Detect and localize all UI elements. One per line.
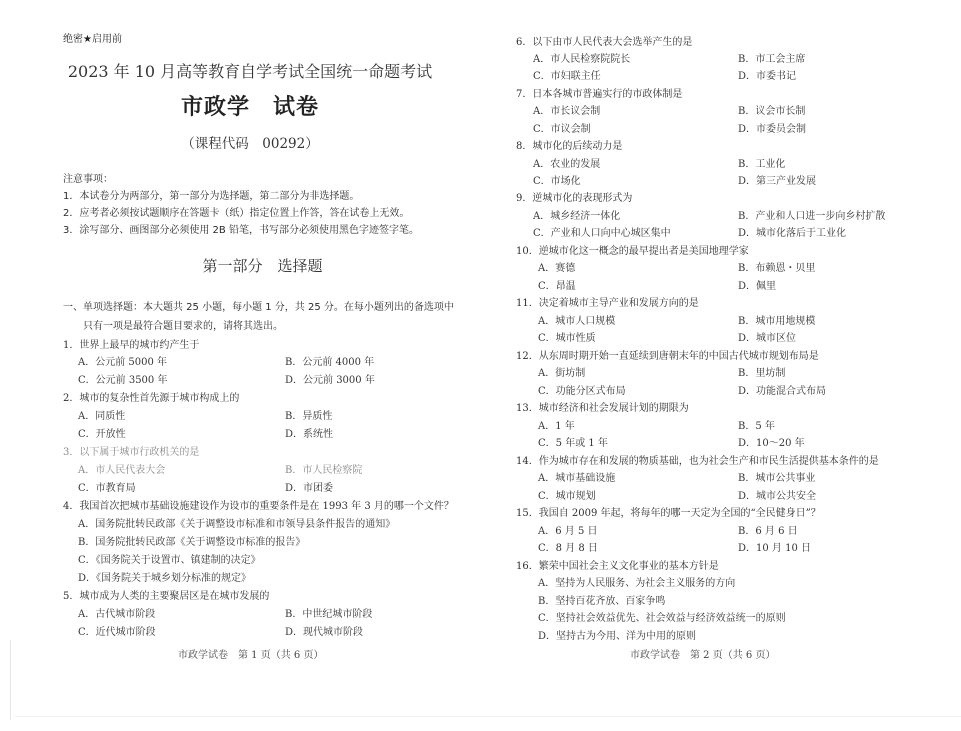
question-stem: 6．以下由市人民代表大会选举产生的是 [516,37,693,48]
scan-edge [10,640,11,720]
option-d: D．城市化落后于工业化 [738,228,847,239]
option-a: A．同质性 [78,411,126,422]
option-a: A．市人民检察院院长 [533,54,631,65]
option-c: C．8 月 8 日 [538,543,598,554]
option-c: C．市议会制 [533,124,591,135]
scan-bottom-edge [15,716,961,717]
option-b: B．异质性 [285,411,333,422]
option-b: B．6 月 6 日 [738,526,798,537]
option-b: B．公元前 4000 年 [285,357,375,368]
option-c: C．市妇联主任 [533,71,601,82]
notes-title: 注意事项： [63,174,113,185]
option-a: A．市人民代表大会 [78,465,166,476]
section-heading: 一、单项选择题：本大题共 25 小题，每小题 1 分，共 25 分。在每小题列出的备选项中 [63,302,454,313]
option-d: D．公元前 3000 年 [285,375,375,386]
option-c: C．昂温 [538,281,576,292]
option-d: D．城市公共安全 [738,491,817,502]
option-c: C．坚持社会效益优先、社会效益与经济效益统一的原则 [538,613,786,624]
note-item: 2．应考者必须按试题顺序在答题卡（纸）指定位置上作答，答在试卷上无效。 [63,208,410,219]
question-stem: 5．城市成为人类的主要聚居区是在城市发展的 [63,591,270,602]
option-b: B．产业和人口进一步向乡村扩散 [738,211,886,222]
option-d: D．10～20 年 [738,438,805,449]
exam-page-2 [490,0,961,731]
confidential-label: 绝密★启用前 [63,34,122,45]
option-b: B．坚持百花齐放、百家争鸣 [538,596,666,607]
note-item: 1．本试卷分为两部分，第一部分为选择题，第二部分为非选择题。 [63,191,360,202]
option-c: C．市教育局 [78,483,136,494]
option-b: B．城市用地规模 [738,316,816,327]
option-b: B．布赖恩・贝里 [738,263,816,274]
option-a: A．古代城市阶段 [78,609,156,620]
option-d: D．《国务院关于城乡划分标准的规定》 [78,573,252,584]
question-stem: 7．日本各城市普遍实行的市政体制是 [516,89,683,100]
option-a: A．1 年 [538,421,575,432]
option-c: C．城市规划 [538,491,596,502]
option-b: B．工业化 [738,159,786,170]
section-heading-cont: 只有一项是最符合题目要求的，请将其选出。 [83,321,283,332]
option-c: C．5 年或 1 年 [538,438,608,449]
option-d: D．现代城市阶段 [285,627,364,638]
option-c: C．产业和人口向中心城区集中 [533,228,671,239]
question-stem: 13．城市经济和社会发展计划的期限为 [516,403,689,414]
part-title: 第一部分 选择题 [202,257,323,275]
option-a: A．街坊制 [538,368,586,379]
option-a: A．城乡经济一体化 [533,211,621,222]
option-c: C．城市性质 [538,333,596,344]
question-stem: 1．世界上最早的城市约产生于 [63,340,200,351]
option-d: D．城市区位 [738,333,797,344]
question-stem: 15．我国自 2009 年起，将每年的哪一天定为全国的“全民健身日”？ [516,508,821,519]
option-a: A．6 月 5 日 [538,526,598,537]
option-a: A．国务院批转民政部《关于调整设市标准和市领导县条件报告的通知》 [78,519,396,530]
page-footer: 市政学试卷 第 1 页（共 6 页） [178,650,324,661]
option-d: D．10 月 10 日 [738,543,812,554]
option-c: C．开放性 [78,429,126,440]
option-b: B．里坊制 [738,368,786,379]
question-stem: 3．以下属于城市行政机关的是 [63,447,200,458]
option-a: A．农业的发展 [533,159,601,170]
question-stem: 12．从东周时期开始一直延续到唐朝末年的中国古代城市规划布局是 [516,351,819,362]
question-stem: 8．城市化的后续动力是 [516,141,623,152]
subject-title: 市政学 试卷 [180,94,319,120]
option-c: C．公元前 3500 年 [78,375,168,386]
question-stem: 9．逆城市化的表现形式为 [516,193,633,204]
option-c: C．市场化 [533,176,581,187]
option-b: B．城市公共事业 [738,473,816,484]
option-b: B．中世纪城市阶段 [285,609,373,620]
option-b: B．市人民检察院 [285,465,363,476]
option-b: B．国务院批转民政部《关于调整设市标准的报告》 [78,537,306,548]
option-d: D．市委员会制 [738,124,807,135]
note-item: 3．涂写部分、画图部分必须使用 2B 铅笔，书写部分必须使用黑色字迹签字笔。 [63,225,419,236]
question-stem: 14．作为城市存在和发展的物质基础，也为社会生产和市民生活提供基本条件的是 [516,456,879,467]
option-c: C．功能分区式布局 [538,386,626,397]
option-c: C．近代城市阶段 [78,627,156,638]
exam-title: 2023 年 10 月高等教育自学考试全国统一命题考试 [67,62,433,81]
course-code: （课程代码 00292） [181,136,319,152]
option-a: A．城市基础设施 [538,473,616,484]
option-b: B．议会市长制 [738,106,806,117]
option-a: A．公元前 5000 年 [78,357,168,368]
option-a: A．坚持为人民服务、为社会主义服务的方向 [538,578,736,589]
option-d: D．第三产业发展 [738,176,817,187]
question-stem: 4．我国首次把城市基础设施建设作为设市的重要条件是在 1993 年 3 月的哪一个文件？ [63,501,454,512]
option-d: D．佩里 [738,281,777,292]
option-a: A．市长议会制 [533,106,601,117]
exam-page-1 [0,0,480,731]
question-stem: 10．逆城市化这一概念的最早提出者是美国地理学家 [516,246,749,257]
option-d: D．市团委 [285,483,334,494]
option-d: D．系统性 [285,429,334,440]
option-d: D．功能混合式布局 [738,386,827,397]
page-footer: 市政学试卷 第 2 页（共 6 页） [630,650,776,661]
option-b: B．市工会主席 [738,54,806,65]
question-stem: 2．城市的复杂性首先源于城市构成上的 [63,393,240,404]
option-d: D．市委书记 [738,71,797,82]
option-a: A．城市人口规模 [538,316,616,327]
option-d: D．坚持古为今用、洋为中用的原则 [538,631,697,642]
question-stem: 16．繁荣中国社会主义文化事业的基本方针是 [516,561,719,572]
question-stem: 11．决定着城市主导产业和发展方向的是 [516,298,699,309]
option-b: B．5 年 [738,421,775,432]
option-a: A．赛德 [538,263,576,274]
option-c: C．《国务院关于设置市、镇建制的决定》 [78,555,261,566]
